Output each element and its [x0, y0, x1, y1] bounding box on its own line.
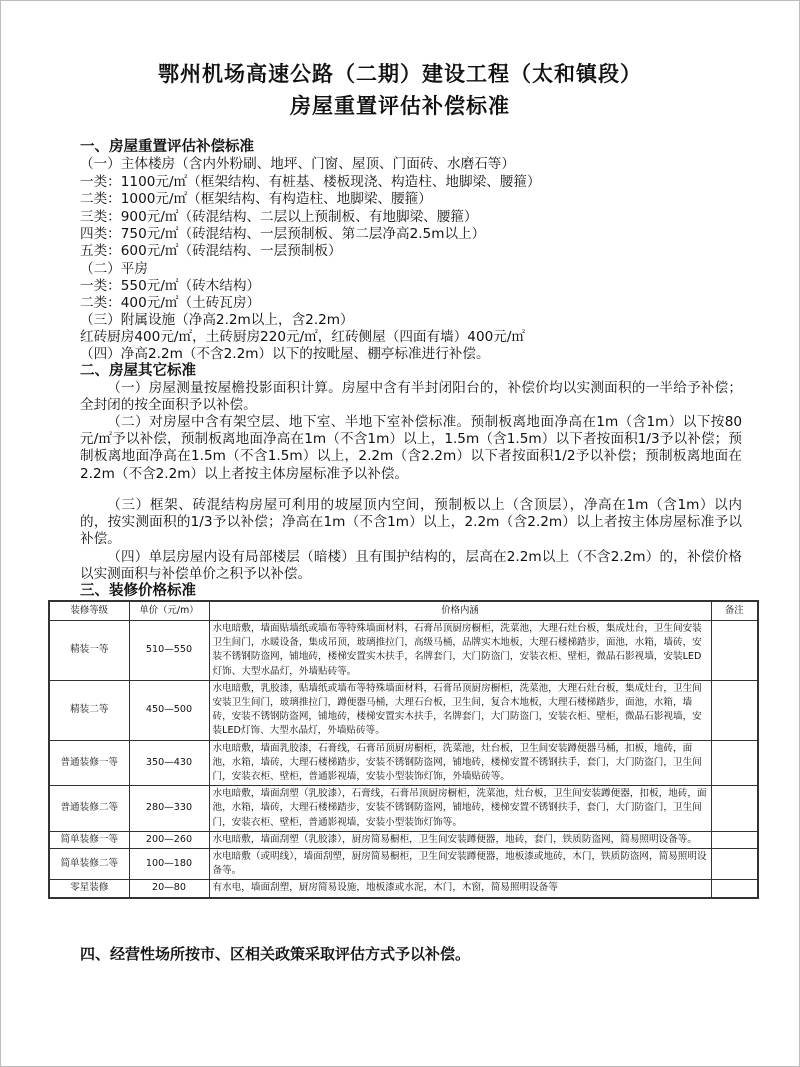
- grade-cell: 普通装修一等: [49, 740, 129, 786]
- price-cell: 510—550: [129, 621, 209, 681]
- section1-line: 五类：600元/㎡（砖混结构、一层预制板）: [80, 243, 342, 259]
- table-row: [49, 880, 758, 898]
- grade-cell: 普通装修二等: [49, 786, 129, 832]
- column-header-price: 单价（元/m）: [129, 601, 209, 621]
- table-header-row: [49, 601, 758, 621]
- price-cell: 350—430: [129, 740, 209, 786]
- table-row: [49, 849, 758, 880]
- table-row: [49, 740, 758, 786]
- section2-heading: 二、房屋其它标准: [80, 363, 196, 379]
- content-cell: 水电暗敷，墙面刮塑（乳胶漆），石膏线，石膏吊顶厨房橱柜，洗菜池，灶台板，卫生间安装蹲便器，扣板，地砖，面池，水箱，墙砖，大理石楼梯踏步，安装不锈钢防盗网，铺地砖，楼梯安置不锈钢扶手，套门，大门防盗门，卫生间门，安装衣柜、壁柜，普通影视墙，安装小型装饰灯饰等。: [209, 786, 711, 832]
- note-cell: [711, 621, 758, 681]
- section1-line: （四）净高2.2m（不含2.2m）以下的按毗屋、棚亭标准进行补偿。: [80, 346, 490, 362]
- section2-paragraph: （一）房屋测量按屋檐投影面积计算。房屋中含有半封闭阳台的，补偿价均以实测面积的一半给予补偿；全封闭的按全面积予以补偿。: [80, 380, 742, 414]
- content-cell: 水电暗敷（或明线），墙面刮塑，厨房简易橱柜，卫生间安装蹲便器，地板漆或地砖，木门，铁质防盗网，简易照明设备等。: [209, 849, 711, 880]
- column-header-content: 价格内涵: [209, 601, 711, 621]
- section1-line: 一类：1100元/㎡（框架结构、有桩基、楼板现浇、构造柱、地脚梁、腰箍）: [80, 174, 541, 190]
- section1-line: （二）平房: [80, 261, 148, 277]
- table-row: [49, 786, 758, 832]
- price-cell: 20—80: [129, 880, 209, 898]
- column-header-note: 备注: [711, 601, 758, 621]
- grade-cell: 零星装修: [49, 880, 129, 898]
- note-cell: [711, 680, 758, 740]
- grade-cell: 精装一等: [49, 621, 129, 681]
- document-title: 鄂州机场高速公路（二期）建设工程（太和镇段）: [158, 62, 642, 86]
- section1-line: 二类：1000元/㎡（框架结构、有构造柱、地脚梁、腰箍）: [80, 191, 432, 207]
- document-subtitle: 房屋重置评估补偿标准: [290, 94, 510, 118]
- content-cell: 有水电，墙面刮塑，厨房简易设施，地板漆或水泥，木门，木窗，简易照明设备等: [209, 880, 711, 898]
- note-cell: [711, 740, 758, 786]
- section4-text: 四、经营性场所按市、区相关政策采取评估方式予以补偿。: [80, 945, 471, 963]
- section1-line: （一）主体楼房（含内外粉刷、地坪、门窗、屋顶、门面砖、水磨石等）: [80, 156, 515, 172]
- section2-paragraph: （四）单层房屋内设有局部楼层（暗楼）且有围护结构的，层高在2.2m以上（不含2.2m）的，补偿价格以实测面积与补偿单价之积予以补偿。: [80, 549, 742, 583]
- content-cell: 水电暗敷，乳胶漆，贴墙纸或墙布等特殊墙面材料，石膏吊顶厨房橱柜，洗菜池，大理石灶台板，集成灶台，卫生间安装卫生间门，玻璃推拉门，蹲便器马桶，大理石台板，卫生间，复合木地板，大理石楼梯踏步，面池，水箱，墙砖，安装不锈钢防盗网，铺地砖，楼梯安置实木扶手，名牌套门，大门防盗门，安装衣柜、壁柜，微晶石影视墙，安装LED灯饰、大型水晶灯，外墙贴砖等。: [209, 680, 711, 740]
- section1-line: 红砖厨房400元/㎡，土砖厨房220元/㎡，红砖侧屋（四面有墙）400元/㎡: [80, 329, 526, 345]
- grade-cell: 简单装修一等: [49, 831, 129, 848]
- price-cell: 280—330: [129, 786, 209, 832]
- grade-cell: 简单装修二等: [49, 849, 129, 880]
- section3-heading: 三、装修价格标准: [80, 583, 196, 599]
- note-cell: [711, 831, 758, 848]
- table-row: [49, 680, 758, 740]
- price-cell: 450—500: [129, 680, 209, 740]
- content-cell: 水电暗敷，墙面乳胶漆，石膏线，石膏吊顶厨房橱柜，洗菜池，灶台板，卫生间安装蹲便器马桶，扣板，地砖，面池，水箱，墙砖，大理石楼梯踏步，安装不锈钢防盗网，铺地砖，楼梯安置不锈钢扶手，套门，大门防盗门，卫生间门，安装衣柜、壁柜，普通影视墙，安装小型装饰灯饰，外墙贴砖等。: [209, 740, 711, 786]
- grade-cell: 精装二等: [49, 680, 129, 740]
- price-cell: 100—180: [129, 849, 209, 880]
- section1-heading: 一、房屋重置评估补偿标准: [80, 139, 254, 155]
- table-row: [49, 621, 758, 681]
- section2-paragraph: （二）对房屋中含有架空层、地下室、半地下室补偿标准。预制板离地面净高在1m（含1m）以下按80元/㎡予以补偿，预制板离地面净高在1m（不含1m）以上，1.5m（含1.5m）以下者按面积1/3予以补偿；预制板离地面净高在1.5m（不含1.5m）以上，2.2m（含2.2m）以下者按面积1/2予以补偿；预制板离地面在2.2m（不含2.2m）以上者按主体房屋标准予以补偿。: [80, 414, 742, 482]
- section1-line: 一类：550元/㎡（砖木结构）: [80, 278, 261, 294]
- section1-line: （三）附属设施（净高2.2m以上，含2.2m）: [80, 312, 354, 328]
- note-cell: [711, 849, 758, 880]
- note-cell: [711, 880, 758, 898]
- content-cell: 水电暗敷，墙面贴墙纸或墙布等特殊墙面材料，石膏吊顶厨房橱柜，洗菜池，大理石灶台板，集成灶台，卫生间安装卫生间门，水暖设备，集成吊顶，玻璃推拉门，高级马桶，品牌实木地板，大理石楼梯踏步，面池，水箱，墙砖，安装不锈钢防盗网，铺地砖，楼梯安置实木扶手，名牌套门，大门防盗门，安装衣柜、壁柜，微晶石影视墙，安装LED灯饰、大型水晶灯，外墙贴砖等。: [209, 621, 711, 681]
- content-cell: 水电暗敷，墙面刮塑（乳胶漆），厨房简易橱柜，卫生间安装蹲便器，地砖，套门，铁质防盗网，简易照明设备等。: [209, 831, 711, 848]
- note-cell: [711, 786, 758, 832]
- decoration-price-table: [48, 600, 759, 899]
- column-header-grade: 装修等级: [49, 601, 129, 621]
- table-row: [49, 831, 758, 848]
- section1-line: 四类：750元/㎡（砖混结构、一层预制板、第二层净高2.5m以上）: [80, 226, 486, 242]
- section2-paragraph: （三）框架、砖混结构房屋可利用的坡屋顶内空间，预制板以上（含顶层），净高在1m（含1m）以内的，按实测面积的1/3予以补偿；净高在1m（不含1m）以上，2.2m（含2.2m）以上者按主体房屋标准予以补偿。: [80, 497, 742, 548]
- section1-line: 二类：400元/㎡（土砖瓦房）: [80, 295, 261, 311]
- price-cell: 200—260: [129, 831, 209, 848]
- section1-line: 三类：900元/㎡（砖混结构、二层以上预制板、有地脚梁、腰箍）: [80, 209, 478, 225]
